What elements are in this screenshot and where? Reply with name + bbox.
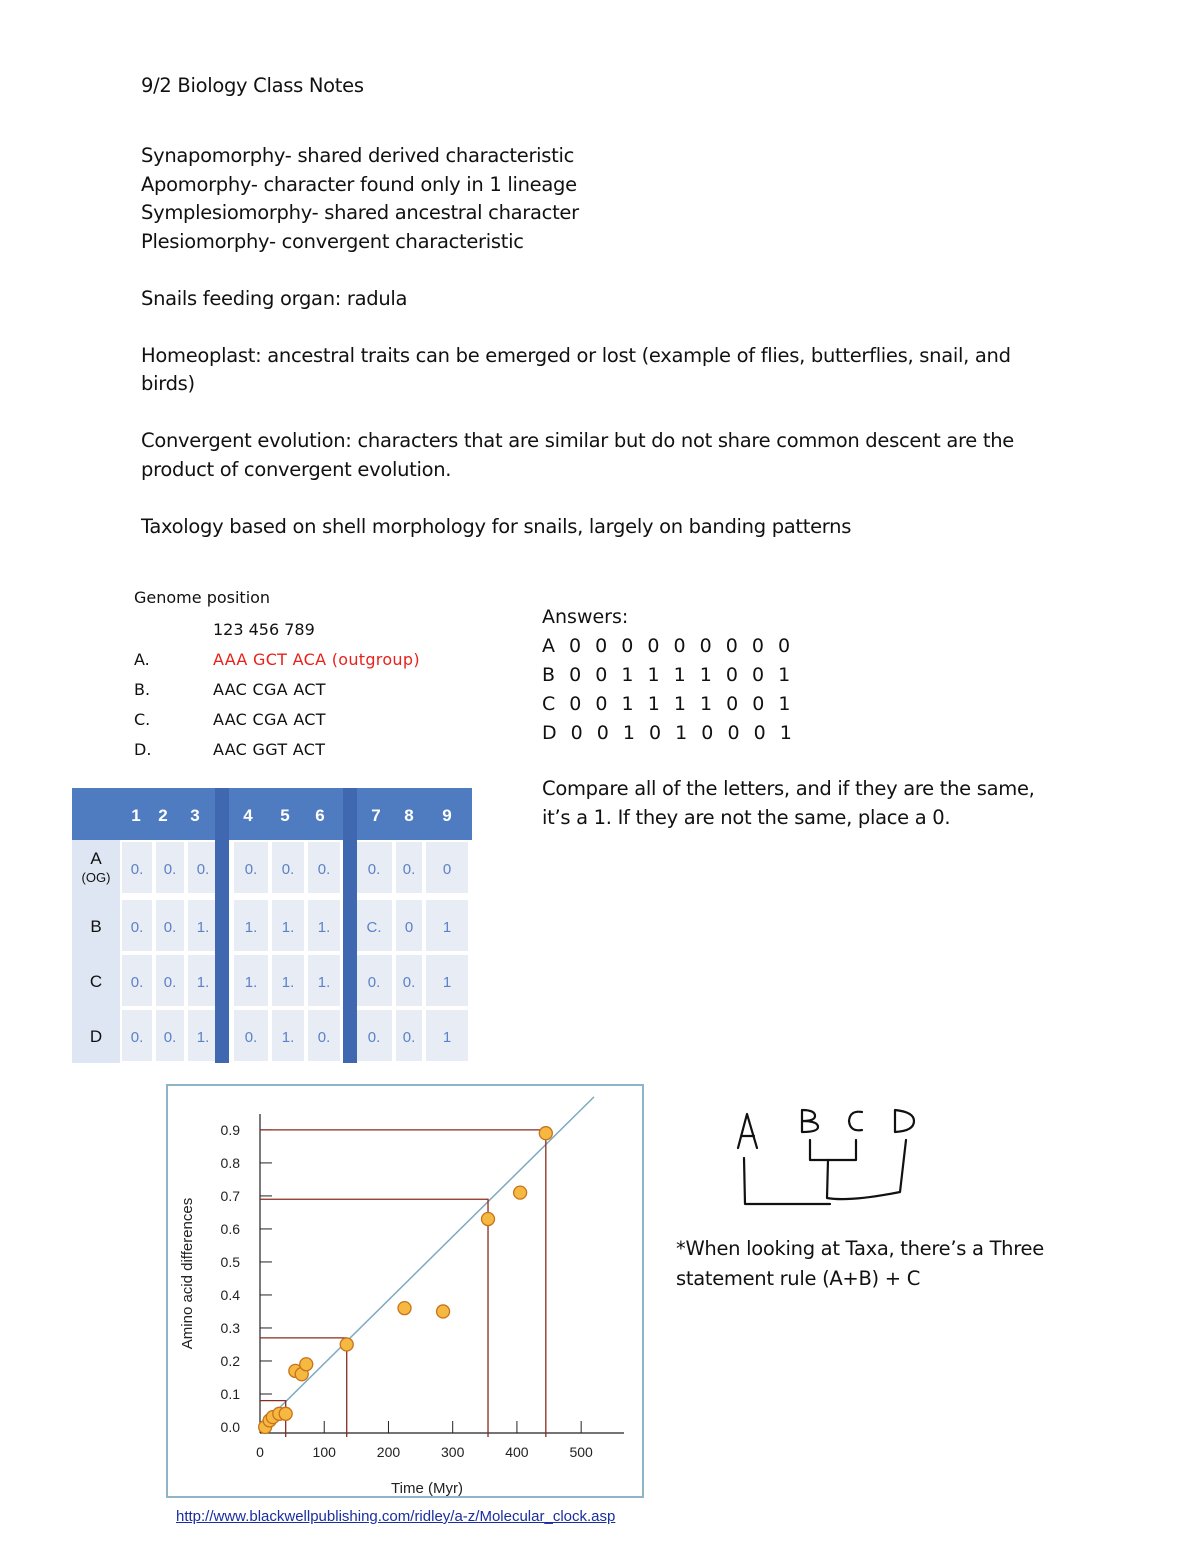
tree-branch-bc [810,1140,856,1160]
data-point [300,1358,313,1371]
genome-label: A. [134,650,150,669]
matrix-header-cell: 3 [190,806,200,825]
tree-letter-a-icon [738,1114,757,1148]
molecular-clock-chart [166,1084,646,1500]
matrix-header-cell: 7 [371,806,381,825]
tree-branch-root [744,1158,830,1204]
genome-sequence: AAC CGA ACT [213,680,326,699]
y-tick-label: 0.7 [220,1187,240,1204]
answer-row-c: C 0 0 1 1 1 1 0 0 1 [542,693,795,715]
matrix-header-cell: 6 [315,806,325,825]
matrix-row-label: D [89,1027,103,1046]
matrix-cell: 0. [163,974,177,991]
matrix-divider [343,788,357,1063]
genome-label: C. [134,710,151,729]
matrix-cell: 0. [367,861,381,878]
tree-branch-bcd [827,1140,906,1199]
matrix-cell: 0. [402,974,416,991]
matrix-row-label: C [89,972,103,991]
matrix-cell: 0. [402,861,416,878]
class-notes [141,72,1061,541]
matrix-header-cell: 5 [280,806,290,825]
matrix-cell: 1 [442,974,452,991]
matrix-cell: 0. [163,1029,177,1046]
answer-row-b: B 0 0 1 1 1 1 0 0 1 [542,664,795,686]
matrix-cell: 1. [281,1029,295,1046]
definition-apomorphy: Apomorphy- character found only in 1 lineage [141,172,577,196]
matrix-row-label: B [90,917,102,936]
matrix-cell: 1. [244,919,258,936]
y-tick-label: 0.0 [220,1419,240,1435]
tree-letter-c-icon [849,1112,862,1131]
compare-instructions: Compare all of the letters, and if they are the same, it’s a 1. If they are not the same, place a 0. [542,777,1035,829]
matrix-header-cell: 1 [131,806,141,825]
y-axis-label: Amino acid differences [179,1197,196,1350]
x-tick-label: 300 [441,1444,465,1460]
y-tick-label: 0.6 [220,1220,240,1237]
x-tick-label: 0 [256,1444,264,1460]
matrix-cell: 0 [442,861,452,878]
matrix-cell: 0 [404,919,414,936]
answers-block [542,603,796,748]
matrix-row-label: A [90,849,102,868]
matrix-cell: 0. [130,1029,144,1046]
x-tick-label: 200 [376,1444,401,1460]
matrix-cell: 1 [442,1029,452,1046]
genome-label: B. [134,680,151,699]
matrix-cell: 1. [196,1029,210,1046]
y-tick-label: 0.1 [220,1385,240,1402]
matrix-cell: 0. [163,861,177,878]
genome-sequence: AAC GGT ACT [213,740,326,759]
matrix-cell: 0. [196,861,210,878]
x-tick-label: 100 [312,1444,336,1460]
matrix-cell: 1. [317,974,331,991]
answers-heading: Answers: [542,606,629,628]
matrix-header-cell: 4 [243,806,253,825]
homeoplast-note: Homeoplast: ancestral traits can be emerged or lost (example of flies, butterflies, snail, and birds) [141,343,1011,395]
matrix-cell: 0. [163,919,177,936]
matrix-cell: 0. [317,1029,331,1046]
matrix-cell: 1. [196,919,210,936]
genome-sequence: AAC CGA ACT [213,710,326,729]
convergent-note: Convergent evolution: characters that are similar but do not share common descent are the product of convergent evolution. [141,429,1014,481]
matrix-cell: 1. [317,919,331,936]
character-matrix [72,788,472,1063]
matrix-row-sublabel: (OG) [81,870,111,885]
snails-note: Snails feeding organ: radula [141,286,408,310]
matrix-cell: 1. [281,974,295,991]
y-tick-label: 0.8 [220,1154,240,1171]
data-point [437,1305,450,1318]
tree-letter-b-icon [802,1110,818,1132]
genome-positions: 123 456 789 [213,620,315,639]
tree-letter-d-icon [895,1110,914,1132]
matrix-cell: 0. [402,1029,416,1046]
definition-symplesiomorphy: Symplesiomorphy- shared ancestral character [141,201,579,224]
definition-plesiomorphy: Plesiomorphy- convergent characteristic [141,229,524,253]
matrix-cell: 0. [130,974,144,991]
y-tick-label: 0.2 [220,1352,240,1369]
matrix-divider [215,788,229,1063]
taxology-note: Taxology based on shell morphology for snails, largely on banding patterns [141,514,852,538]
matrix-cell: 1. [281,919,295,936]
x-tick-label: 500 [569,1444,593,1460]
y-tick-label: 0.5 [220,1253,240,1270]
notes-title: 9/2 Biology Class Notes [141,74,364,97]
answer-row-a: A 0 0 0 0 0 0 0 0 0 [542,635,795,657]
matrix-cell: 0. [130,919,144,936]
matrix-cell: 0. [130,861,144,878]
data-point [539,1127,552,1140]
matrix-cell: 1. [196,974,210,991]
matrix-cell: 0. [367,974,381,991]
matrix-cell: 0. [244,861,258,878]
data-point [482,1213,495,1226]
matrix-header-cell: 8 [404,806,414,825]
matrix-header-cell: 9 [442,806,452,825]
matrix-header-cell: 2 [158,806,168,825]
cladogram-sketch [730,1100,930,1220]
matrix-cell: 0. [281,861,295,878]
genome-sequence: AAA GCT ACA (outgroup) [213,650,420,669]
definition-synapomorphy: Synapomorphy- shared derived characteristic [141,144,575,167]
matrix-cell: 0. [367,1029,381,1046]
y-tick-label: 0.4 [220,1286,240,1303]
matrix-cell: 1 [442,919,452,936]
data-point [340,1338,353,1351]
data-point [398,1302,411,1315]
answer-row-d: D 0 0 1 0 1 0 0 0 1 [542,722,796,744]
genome-heading: Genome position [134,588,271,607]
data-point [279,1407,292,1420]
x-axis-label: Time (Myr) [391,1480,463,1497]
matrix-cell: 0. [244,1029,258,1046]
taxa-note: *When looking at Taxa, there’s a Three statement rule (A+B) + C [676,1237,1044,1290]
matrix-cell: C. [366,919,382,936]
matrix-cell: 1. [244,974,258,991]
y-tick-label: 0.3 [220,1319,240,1336]
x-tick-label: 400 [505,1444,529,1460]
y-tick-label: 0.9 [220,1121,240,1138]
genome-label: D. [134,740,152,759]
data-point [514,1186,527,1199]
matrix-cell: 0. [317,861,331,878]
source-link[interactable]: http://www.blackwellpublishing.com/ridley/a-z/Molecular_clock.asp [176,1508,616,1525]
